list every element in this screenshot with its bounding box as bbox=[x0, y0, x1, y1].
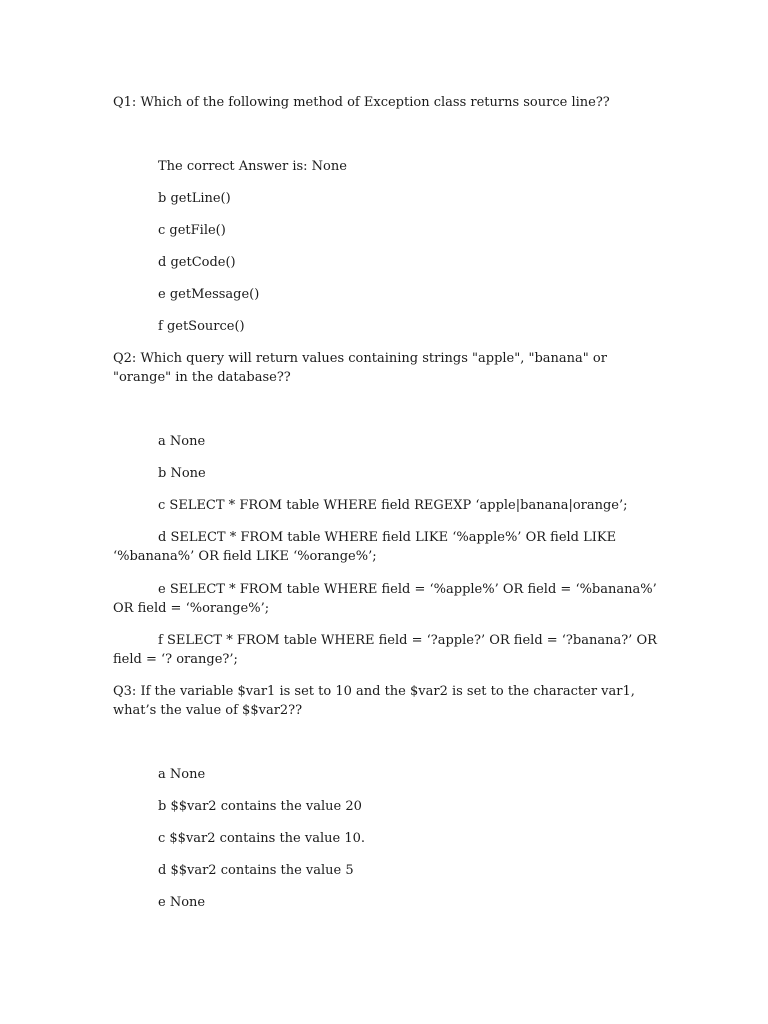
question-3-option-b: b $$var2 contains the value 20 bbox=[158, 799, 362, 814]
question-3-option-c: c $$var2 contains the value 10. bbox=[158, 831, 366, 846]
question-3-option-a: a None bbox=[158, 767, 206, 782]
question-2-option-f: f SELECT * FROM table WHERE field = ‘?apple?’ OR field = ‘?banana?’ OR field = ‘? orange?’; bbox=[113, 633, 657, 667]
question-3-option-d: d $$var2 contains the value 5 bbox=[158, 863, 354, 878]
question-2-option-b: b None bbox=[158, 466, 206, 481]
question-2-option-a: a None bbox=[158, 434, 206, 449]
question-1-option-b: b getLine() bbox=[158, 191, 231, 206]
question-2-option-d: d SELECT * FROM table WHERE field LIKE ‘%apple%’ OR field LIKE ‘%banana%’ OR field LIKE ‘%orange%’; bbox=[113, 530, 617, 564]
question-2-text: Q2: Which query will return values containing strings "apple", "banana" or "orange" in the database?? bbox=[113, 351, 607, 385]
question-1-option-c: c getFile() bbox=[158, 223, 226, 238]
question-3-option-e: e None bbox=[158, 895, 206, 910]
question-1-option-d: d getCode() bbox=[158, 255, 236, 270]
question-2-option-c: c SELECT * FROM table WHERE field REGEXP ‘apple|banana|orange’; bbox=[158, 498, 628, 513]
question-1-option-f: f getSource() bbox=[158, 319, 245, 334]
question-3-text: Q3: If the variable $var1 is set to 10 and the $var2 is set to the character var1, what’s the value of $$var2?? bbox=[113, 684, 635, 718]
question-1-option-a: The correct Answer is: None bbox=[158, 159, 347, 174]
question-1-text: Q1: Which of the following method of Exception class returns source line?? bbox=[113, 95, 610, 110]
question-2-option-e: e SELECT * FROM table WHERE field = ‘%apple%’ OR field = ‘%banana%’ OR field = ‘%orange%’; bbox=[113, 582, 657, 616]
question-1-option-e: e getMessage() bbox=[158, 287, 260, 302]
